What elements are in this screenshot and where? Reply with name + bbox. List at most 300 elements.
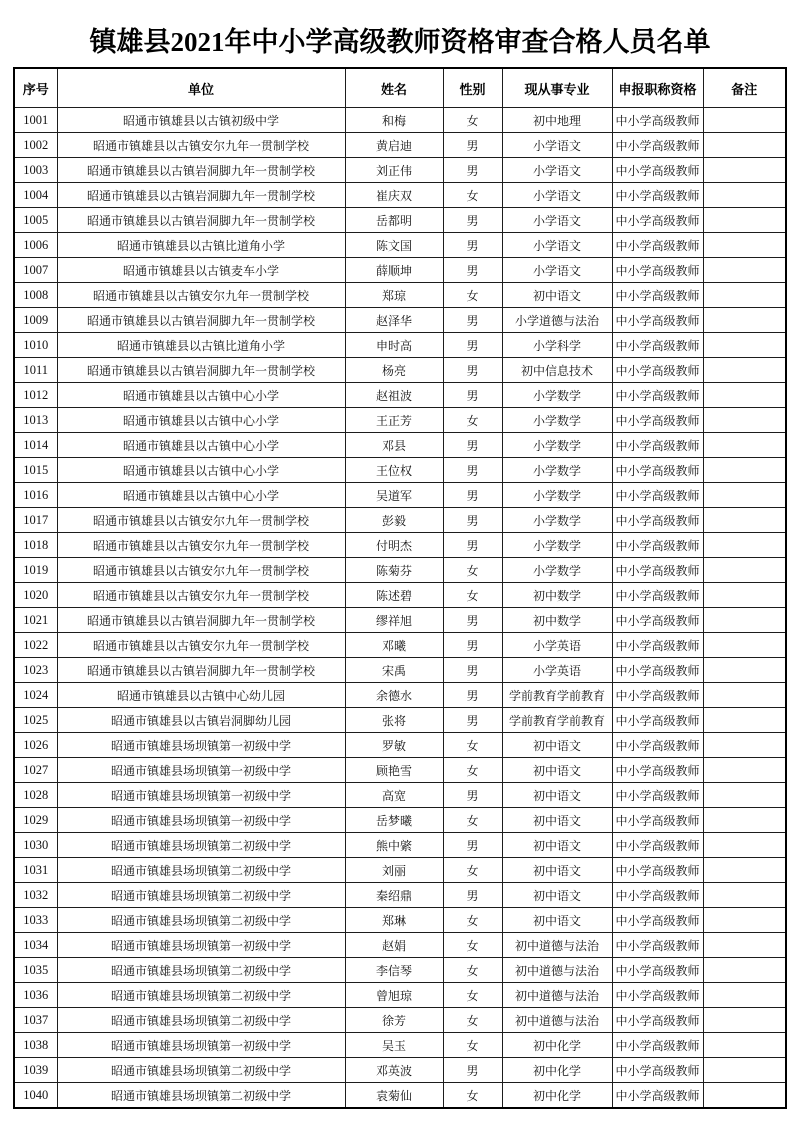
name-cell: 邓英波 bbox=[345, 1058, 443, 1083]
declared-title-column-header: 申报职称资格 bbox=[612, 68, 703, 108]
unit-cell: 昭通市镇雄县以古镇岩洞脚九年一贯制学校 bbox=[57, 608, 345, 633]
gender-cell: 女 bbox=[443, 108, 502, 133]
subject-cell: 小学语文 bbox=[502, 133, 612, 158]
name-cell: 赵祖波 bbox=[345, 383, 443, 408]
name-cell: 申时高 bbox=[345, 333, 443, 358]
declared-title-cell: 中小学高级教师 bbox=[612, 533, 703, 558]
declared-title-cell: 中小学高级教师 bbox=[612, 883, 703, 908]
table-row bbox=[14, 833, 786, 858]
unit-cell: 昭通市镇雄县场坝镇第一初级中学 bbox=[57, 733, 345, 758]
remark-cell bbox=[703, 833, 786, 858]
gender-cell: 男 bbox=[443, 533, 502, 558]
declared-title-cell: 中小学高级教师 bbox=[612, 633, 703, 658]
subject-cell: 初中信息技术 bbox=[502, 358, 612, 383]
seq-cell: 1033 bbox=[14, 908, 57, 933]
subject-cell: 初中语文 bbox=[502, 833, 612, 858]
subject-cell: 小学语文 bbox=[502, 183, 612, 208]
remark-cell bbox=[703, 483, 786, 508]
gender-cell: 男 bbox=[443, 158, 502, 183]
unit-cell: 昭通市镇雄县以古镇中心小学 bbox=[57, 433, 345, 458]
subject-cell: 小学科学 bbox=[502, 333, 612, 358]
gender-cell: 男 bbox=[443, 358, 502, 383]
remark-cell bbox=[703, 1008, 786, 1033]
unit-cell: 昭通市镇雄县场坝镇第一初级中学 bbox=[57, 783, 345, 808]
seq-cell: 1023 bbox=[14, 658, 57, 683]
name-cell: 吴道军 bbox=[345, 483, 443, 508]
declared-title-cell: 中小学高级教师 bbox=[612, 158, 703, 183]
table-row bbox=[14, 933, 786, 958]
unit-cell: 昭通市镇雄县以古镇初级中学 bbox=[57, 108, 345, 133]
declared-title-cell: 中小学高级教师 bbox=[612, 408, 703, 433]
unit-cell: 昭通市镇雄县以古镇安尔九年一贯制学校 bbox=[57, 533, 345, 558]
subject-cell: 初中道德与法治 bbox=[502, 958, 612, 983]
subject-cell: 初中语文 bbox=[502, 733, 612, 758]
name-cell: 邓曦 bbox=[345, 633, 443, 658]
subject-cell: 初中语文 bbox=[502, 783, 612, 808]
remark-cell bbox=[703, 208, 786, 233]
name-cell: 邓县 bbox=[345, 433, 443, 458]
remark-cell bbox=[703, 1058, 786, 1083]
declared-title-cell: 中小学高级教师 bbox=[612, 208, 703, 233]
seq-cell: 1038 bbox=[14, 1033, 57, 1058]
table-row bbox=[14, 858, 786, 883]
remark-cell bbox=[703, 658, 786, 683]
table-row bbox=[14, 308, 786, 333]
name-cell: 赵娟 bbox=[345, 933, 443, 958]
seq-cell: 1022 bbox=[14, 633, 57, 658]
remark-cell bbox=[703, 508, 786, 533]
declared-title-cell: 中小学高级教师 bbox=[612, 258, 703, 283]
table-row bbox=[14, 583, 786, 608]
table-row bbox=[14, 983, 786, 1008]
unit-cell: 昭通市镇雄县场坝镇第二初级中学 bbox=[57, 1058, 345, 1083]
unit-cell: 昭通市镇雄县以古镇安尔九年一贯制学校 bbox=[57, 283, 345, 308]
remark-cell bbox=[703, 983, 786, 1008]
subject-cell: 小学语文 bbox=[502, 158, 612, 183]
declared-title-cell: 中小学高级教师 bbox=[612, 308, 703, 333]
gender-cell: 男 bbox=[443, 883, 502, 908]
unit-cell: 昭通市镇雄县场坝镇第一初级中学 bbox=[57, 808, 345, 833]
gender-cell: 男 bbox=[443, 258, 502, 283]
subject-cell: 小学英语 bbox=[502, 658, 612, 683]
subject-cell: 初中语文 bbox=[502, 283, 612, 308]
declared-title-cell: 中小学高级教师 bbox=[612, 733, 703, 758]
table-row bbox=[14, 233, 786, 258]
declared-title-cell: 中小学高级教师 bbox=[612, 183, 703, 208]
remark-cell bbox=[703, 708, 786, 733]
gender-cell: 女 bbox=[443, 808, 502, 833]
seq-cell: 1002 bbox=[14, 133, 57, 158]
seq-cell: 1027 bbox=[14, 758, 57, 783]
table-row bbox=[14, 333, 786, 358]
gender-cell: 男 bbox=[443, 633, 502, 658]
name-cell: 徐芳 bbox=[345, 1008, 443, 1033]
seq-cell: 1015 bbox=[14, 458, 57, 483]
subject-cell: 初中语文 bbox=[502, 858, 612, 883]
table-row bbox=[14, 883, 786, 908]
subject-cell: 小学道德与法治 bbox=[502, 308, 612, 333]
name-cell: 曾旭琼 bbox=[345, 983, 443, 1008]
remark-cell bbox=[703, 433, 786, 458]
remark-cell bbox=[703, 258, 786, 283]
gender-cell: 男 bbox=[443, 783, 502, 808]
remark-cell bbox=[703, 233, 786, 258]
declared-title-cell: 中小学高级教师 bbox=[612, 683, 703, 708]
subject-cell: 小学数学 bbox=[502, 433, 612, 458]
gender-cell: 男 bbox=[443, 608, 502, 633]
subject-cell: 小学英语 bbox=[502, 633, 612, 658]
seq-cell: 1039 bbox=[14, 1058, 57, 1083]
declared-title-cell: 中小学高级教师 bbox=[612, 1058, 703, 1083]
subject-cell: 小学语文 bbox=[502, 258, 612, 283]
table-row bbox=[14, 258, 786, 283]
seq-cell: 1021 bbox=[14, 608, 57, 633]
table-row bbox=[14, 1058, 786, 1083]
seq-cell: 1014 bbox=[14, 433, 57, 458]
unit-cell: 昭通市镇雄县以古镇岩洞脚九年一贯制学校 bbox=[57, 158, 345, 183]
name-cell: 罗敏 bbox=[345, 733, 443, 758]
declared-title-cell: 中小学高级教师 bbox=[612, 1083, 703, 1109]
gender-cell: 男 bbox=[443, 658, 502, 683]
subject-cell: 小学数学 bbox=[502, 508, 612, 533]
unit-cell: 昭通市镇雄县以古镇岩洞脚九年一贯制学校 bbox=[57, 358, 345, 383]
gender-column-header: 性别 bbox=[443, 68, 502, 108]
declared-title-cell: 中小学高级教师 bbox=[612, 958, 703, 983]
gender-cell: 男 bbox=[443, 483, 502, 508]
name-cell: 刘正伟 bbox=[345, 158, 443, 183]
unit-cell: 昭通市镇雄县以古镇安尔九年一贯制学校 bbox=[57, 633, 345, 658]
table-row bbox=[14, 908, 786, 933]
table-row bbox=[14, 383, 786, 408]
seq-cell: 1026 bbox=[14, 733, 57, 758]
name-cell: 和梅 bbox=[345, 108, 443, 133]
table-row bbox=[14, 508, 786, 533]
name-cell: 缪祥旭 bbox=[345, 608, 443, 633]
unit-cell: 昭通市镇雄县以古镇比道角小学 bbox=[57, 233, 345, 258]
seq-cell: 1040 bbox=[14, 1083, 57, 1109]
name-cell: 郑琳 bbox=[345, 908, 443, 933]
unit-cell: 昭通市镇雄县场坝镇第二初级中学 bbox=[57, 883, 345, 908]
name-cell: 陈菊芬 bbox=[345, 558, 443, 583]
name-cell: 郑琼 bbox=[345, 283, 443, 308]
declared-title-cell: 中小学高级教师 bbox=[612, 608, 703, 633]
table-row bbox=[14, 783, 786, 808]
seq-cell: 1017 bbox=[14, 508, 57, 533]
declared-title-cell: 中小学高级教师 bbox=[612, 333, 703, 358]
name-cell: 黄启迪 bbox=[345, 133, 443, 158]
name-cell: 顾艳雪 bbox=[345, 758, 443, 783]
unit-cell: 昭通市镇雄县以古镇比道角小学 bbox=[57, 333, 345, 358]
unit-cell: 昭通市镇雄县以古镇安尔九年一贯制学校 bbox=[57, 508, 345, 533]
unit-cell: 昭通市镇雄县以古镇中心小学 bbox=[57, 408, 345, 433]
page-title: 镇雄县2021年中小学高级教师资格审查合格人员名单 bbox=[89, 27, 711, 57]
declared-title-cell: 中小学高级教师 bbox=[612, 783, 703, 808]
remark-cell bbox=[703, 1033, 786, 1058]
name-column-header: 姓名 bbox=[345, 68, 443, 108]
subject-cell: 初中语文 bbox=[502, 808, 612, 833]
gender-cell: 男 bbox=[443, 458, 502, 483]
declared-title-cell: 中小学高级教师 bbox=[612, 658, 703, 683]
table-header-row bbox=[14, 68, 786, 108]
remark-cell bbox=[703, 783, 786, 808]
subject-cell: 初中数学 bbox=[502, 608, 612, 633]
gender-cell: 女 bbox=[443, 583, 502, 608]
subject-cell: 小学数学 bbox=[502, 408, 612, 433]
unit-cell: 昭通市镇雄县以古镇中心小学 bbox=[57, 483, 345, 508]
table-row bbox=[14, 558, 786, 583]
remark-cell bbox=[703, 808, 786, 833]
unit-cell: 昭通市镇雄县以古镇中心小学 bbox=[57, 383, 345, 408]
gender-cell: 女 bbox=[443, 933, 502, 958]
declared-title-cell: 中小学高级教师 bbox=[612, 358, 703, 383]
name-cell: 岳都明 bbox=[345, 208, 443, 233]
name-cell: 杨亮 bbox=[345, 358, 443, 383]
name-cell: 宋禹 bbox=[345, 658, 443, 683]
seq-cell: 1012 bbox=[14, 383, 57, 408]
name-cell: 崔庆双 bbox=[345, 183, 443, 208]
subject-cell: 小学数学 bbox=[502, 558, 612, 583]
gender-cell: 男 bbox=[443, 308, 502, 333]
gender-cell: 男 bbox=[443, 508, 502, 533]
declared-title-cell: 中小学高级教师 bbox=[612, 983, 703, 1008]
gender-cell: 女 bbox=[443, 733, 502, 758]
name-cell: 陈述碧 bbox=[345, 583, 443, 608]
declared-title-cell: 中小学高级教师 bbox=[612, 283, 703, 308]
table-row bbox=[14, 183, 786, 208]
table-row bbox=[14, 208, 786, 233]
table-row bbox=[14, 658, 786, 683]
subject-cell: 初中地理 bbox=[502, 108, 612, 133]
remark-cell bbox=[703, 358, 786, 383]
subject-cell: 小学语文 bbox=[502, 233, 612, 258]
remark-cell bbox=[703, 558, 786, 583]
gender-cell: 女 bbox=[443, 408, 502, 433]
subject-cell: 初中道德与法治 bbox=[502, 933, 612, 958]
declared-title-cell: 中小学高级教师 bbox=[612, 383, 703, 408]
remark-cell bbox=[703, 183, 786, 208]
table-row bbox=[14, 433, 786, 458]
unit-cell: 昭通市镇雄县场坝镇第一初级中学 bbox=[57, 758, 345, 783]
seq-cell: 1011 bbox=[14, 358, 57, 383]
remark-cell bbox=[703, 333, 786, 358]
gender-cell: 女 bbox=[443, 908, 502, 933]
seq-cell: 1031 bbox=[14, 858, 57, 883]
gender-cell: 男 bbox=[443, 1058, 502, 1083]
gender-cell: 男 bbox=[443, 133, 502, 158]
seq-cell: 1025 bbox=[14, 708, 57, 733]
declared-title-cell: 中小学高级教师 bbox=[612, 1033, 703, 1058]
gender-cell: 女 bbox=[443, 1083, 502, 1109]
seq-cell: 1008 bbox=[14, 283, 57, 308]
remark-cell bbox=[703, 133, 786, 158]
table-row bbox=[14, 958, 786, 983]
remark-column-header: 备注 bbox=[703, 68, 786, 108]
gender-cell: 男 bbox=[443, 208, 502, 233]
table-row bbox=[14, 158, 786, 183]
declared-title-cell: 中小学高级教师 bbox=[612, 233, 703, 258]
remark-cell bbox=[703, 1083, 786, 1109]
table-row bbox=[14, 758, 786, 783]
table-row bbox=[14, 133, 786, 158]
table-row bbox=[14, 708, 786, 733]
table-row bbox=[14, 283, 786, 308]
table-row bbox=[14, 633, 786, 658]
unit-cell: 昭通市镇雄县以古镇中心幼儿园 bbox=[57, 683, 345, 708]
subject-cell: 初中语文 bbox=[502, 758, 612, 783]
declared-title-cell: 中小学高级教师 bbox=[612, 583, 703, 608]
unit-cell: 昭通市镇雄县以古镇中心小学 bbox=[57, 458, 345, 483]
table-row bbox=[14, 408, 786, 433]
declared-title-cell: 中小学高级教师 bbox=[612, 808, 703, 833]
qualification-roster-table bbox=[13, 67, 787, 1109]
remark-cell bbox=[703, 958, 786, 983]
unit-cell: 昭通市镇雄县场坝镇第二初级中学 bbox=[57, 983, 345, 1008]
gender-cell: 男 bbox=[443, 433, 502, 458]
seq-cell: 1024 bbox=[14, 683, 57, 708]
name-cell: 刘丽 bbox=[345, 858, 443, 883]
subject-cell: 小学数学 bbox=[502, 383, 612, 408]
subject-column-header: 现从事专业 bbox=[502, 68, 612, 108]
unit-cell: 昭通市镇雄县场坝镇第二初级中学 bbox=[57, 858, 345, 883]
gender-cell: 男 bbox=[443, 833, 502, 858]
unit-cell: 昭通市镇雄县以古镇安尔九年一贯制学校 bbox=[57, 133, 345, 158]
declared-title-cell: 中小学高级教师 bbox=[612, 1008, 703, 1033]
name-cell: 岳梦曦 bbox=[345, 808, 443, 833]
remark-cell bbox=[703, 383, 786, 408]
subject-cell: 小学数学 bbox=[502, 483, 612, 508]
unit-cell: 昭通市镇雄县以古镇安尔九年一贯制学校 bbox=[57, 558, 345, 583]
remark-cell bbox=[703, 858, 786, 883]
subject-cell: 初中化学 bbox=[502, 1058, 612, 1083]
declared-title-cell: 中小学高级教师 bbox=[612, 483, 703, 508]
seq-cell: 1018 bbox=[14, 533, 57, 558]
seq-cell: 1016 bbox=[14, 483, 57, 508]
gender-cell: 女 bbox=[443, 558, 502, 583]
remark-cell bbox=[703, 633, 786, 658]
gender-cell: 女 bbox=[443, 183, 502, 208]
unit-cell: 昭通市镇雄县以古镇安尔九年一贯制学校 bbox=[57, 583, 345, 608]
unit-cell: 昭通市镇雄县以古镇岩洞脚九年一贯制学校 bbox=[57, 308, 345, 333]
table-row bbox=[14, 808, 786, 833]
name-cell: 吴玉 bbox=[345, 1033, 443, 1058]
name-cell: 付明杰 bbox=[345, 533, 443, 558]
seq-cell: 1029 bbox=[14, 808, 57, 833]
table-row bbox=[14, 733, 786, 758]
seq-cell: 1010 bbox=[14, 333, 57, 358]
remark-cell bbox=[703, 108, 786, 133]
remark-cell bbox=[703, 683, 786, 708]
seq-cell: 1013 bbox=[14, 408, 57, 433]
gender-cell: 男 bbox=[443, 683, 502, 708]
subject-cell: 初中语文 bbox=[502, 883, 612, 908]
name-cell: 袁菊仙 bbox=[345, 1083, 443, 1109]
gender-cell: 男 bbox=[443, 333, 502, 358]
unit-cell: 昭通市镇雄县以古镇岩洞脚九年一贯制学校 bbox=[57, 658, 345, 683]
seq-cell: 1007 bbox=[14, 258, 57, 283]
name-cell: 陈文国 bbox=[345, 233, 443, 258]
declared-title-cell: 中小学高级教师 bbox=[612, 933, 703, 958]
gender-cell: 女 bbox=[443, 1008, 502, 1033]
remark-cell bbox=[703, 608, 786, 633]
unit-column-header: 单位 bbox=[57, 68, 345, 108]
declared-title-cell: 中小学高级教师 bbox=[612, 908, 703, 933]
declared-title-cell: 中小学高级教师 bbox=[612, 858, 703, 883]
subject-cell: 学前教育学前教育 bbox=[502, 708, 612, 733]
declared-title-cell: 中小学高级教师 bbox=[612, 433, 703, 458]
unit-cell: 昭通市镇雄县场坝镇第二初级中学 bbox=[57, 908, 345, 933]
seq-cell: 1019 bbox=[14, 558, 57, 583]
remark-cell bbox=[703, 883, 786, 908]
subject-cell: 学前教育学前教育 bbox=[502, 683, 612, 708]
remark-cell bbox=[703, 408, 786, 433]
remark-cell bbox=[703, 458, 786, 483]
seq-cell: 1001 bbox=[14, 108, 57, 133]
remark-cell bbox=[703, 158, 786, 183]
unit-cell: 昭通市镇雄县场坝镇第二初级中学 bbox=[57, 833, 345, 858]
subject-cell: 小学数学 bbox=[502, 533, 612, 558]
table-row bbox=[14, 608, 786, 633]
seq-cell: 1020 bbox=[14, 583, 57, 608]
gender-cell: 女 bbox=[443, 283, 502, 308]
declared-title-cell: 中小学高级教师 bbox=[612, 133, 703, 158]
subject-cell: 小学数学 bbox=[502, 458, 612, 483]
table-row bbox=[14, 358, 786, 383]
table-row bbox=[14, 533, 786, 558]
remark-cell bbox=[703, 283, 786, 308]
declared-title-cell: 中小学高级教师 bbox=[612, 508, 703, 533]
unit-cell: 昭通市镇雄县场坝镇第二初级中学 bbox=[57, 1083, 345, 1109]
declared-title-cell: 中小学高级教师 bbox=[612, 708, 703, 733]
unit-cell: 昭通市镇雄县场坝镇第一初级中学 bbox=[57, 933, 345, 958]
gender-cell: 女 bbox=[443, 1033, 502, 1058]
name-cell: 王位权 bbox=[345, 458, 443, 483]
table-row bbox=[14, 1008, 786, 1033]
table-row bbox=[14, 683, 786, 708]
name-cell: 熊中綮 bbox=[345, 833, 443, 858]
name-cell: 余德水 bbox=[345, 683, 443, 708]
table-row bbox=[14, 483, 786, 508]
subject-cell: 小学语文 bbox=[502, 208, 612, 233]
gender-cell: 男 bbox=[443, 233, 502, 258]
seq-cell: 1028 bbox=[14, 783, 57, 808]
gender-cell: 女 bbox=[443, 758, 502, 783]
seq-cell: 1036 bbox=[14, 983, 57, 1008]
unit-cell: 昭通市镇雄县以古镇麦车小学 bbox=[57, 258, 345, 283]
seq-cell: 1005 bbox=[14, 208, 57, 233]
seq-cell: 1032 bbox=[14, 883, 57, 908]
gender-cell: 男 bbox=[443, 383, 502, 408]
subject-cell: 初中道德与法治 bbox=[502, 983, 612, 1008]
declared-title-cell: 中小学高级教师 bbox=[612, 558, 703, 583]
remark-cell bbox=[703, 308, 786, 333]
table-row bbox=[14, 1033, 786, 1058]
name-cell: 薛顺坤 bbox=[345, 258, 443, 283]
subject-cell: 初中数学 bbox=[502, 583, 612, 608]
seq-cell: 1037 bbox=[14, 1008, 57, 1033]
name-cell: 王正芳 bbox=[345, 408, 443, 433]
remark-cell bbox=[703, 933, 786, 958]
subject-cell: 初中语文 bbox=[502, 908, 612, 933]
gender-cell: 女 bbox=[443, 858, 502, 883]
gender-cell: 女 bbox=[443, 983, 502, 1008]
name-cell: 秦绍鼎 bbox=[345, 883, 443, 908]
remark-cell bbox=[703, 533, 786, 558]
unit-cell: 昭通市镇雄县以古镇岩洞脚九年一贯制学校 bbox=[57, 208, 345, 233]
name-cell: 赵泽华 bbox=[345, 308, 443, 333]
seq-cell: 1034 bbox=[14, 933, 57, 958]
name-cell: 高宽 bbox=[345, 783, 443, 808]
gender-cell: 男 bbox=[443, 708, 502, 733]
